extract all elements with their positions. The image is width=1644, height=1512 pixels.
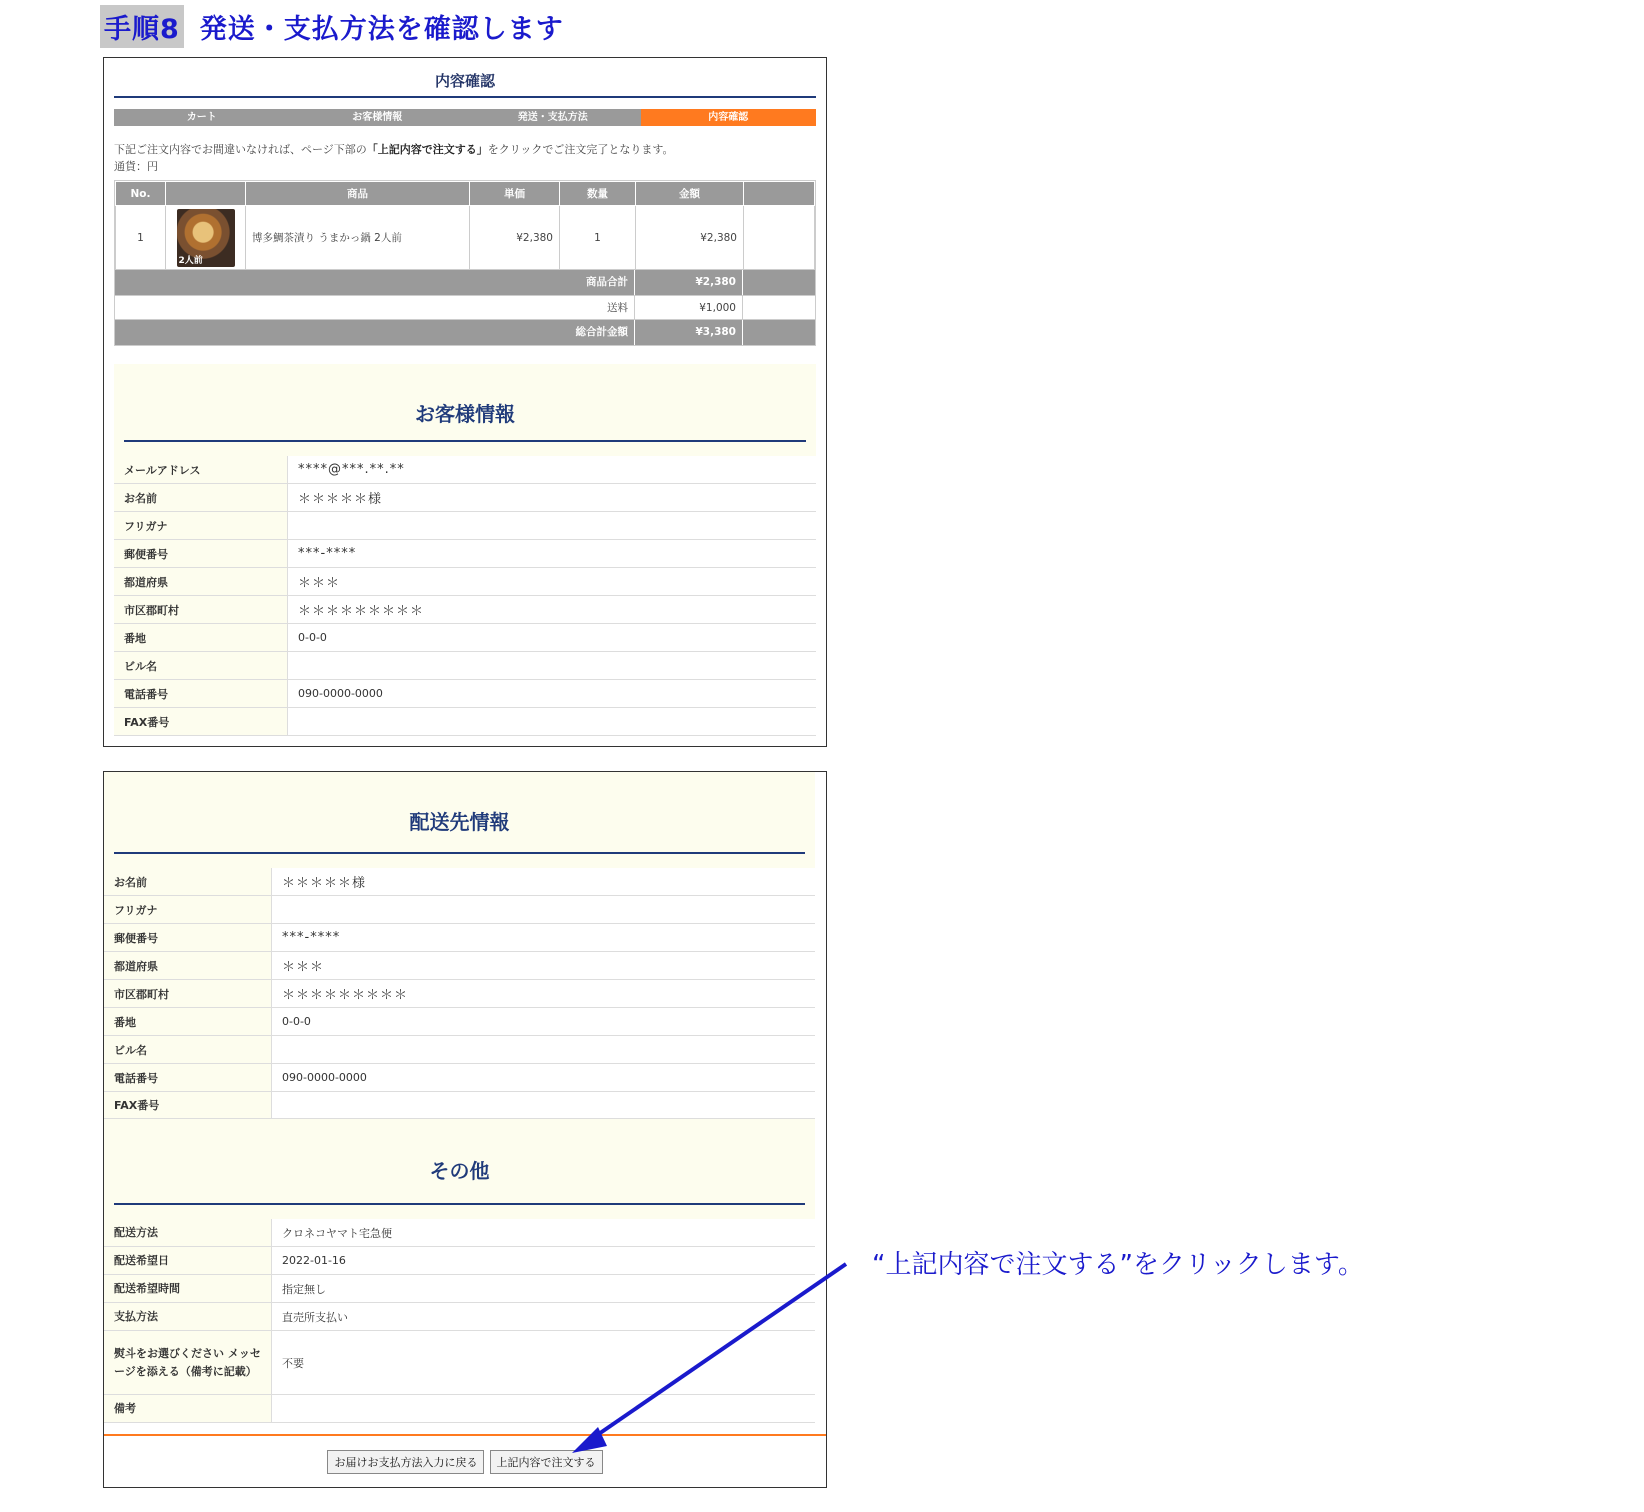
item-amount: ¥2,380 — [636, 206, 744, 270]
info-value: ＊＊＊ — [298, 576, 341, 591]
info-key: メールアドレス — [114, 456, 288, 483]
info-key: FAX番号 — [114, 708, 288, 735]
info-key: ビル名 — [104, 1036, 272, 1063]
info-value: ＊＊＊＊＊＊＊＊＊ — [298, 604, 425, 619]
info-key: 郵便番号 — [104, 924, 272, 951]
col-product: 商品 — [246, 182, 470, 206]
info-value: ***-**** — [282, 930, 341, 945]
info-key: 備考 — [104, 1395, 272, 1422]
info-key: 電話番号 — [104, 1064, 272, 1091]
col-no: No. — [116, 182, 166, 206]
currency-note: 通貨：円 — [114, 160, 158, 173]
shipping-value: ¥1,000 — [635, 296, 743, 319]
item-name: 博多鯛茶漬り うまかっ鍋 2人前 — [246, 206, 470, 270]
step-shipping-payment: 発送・支払方法 — [465, 109, 641, 126]
info-value: 090-0000-0000 — [282, 1071, 367, 1084]
info-value: 2022-01-16 — [282, 1254, 346, 1267]
notice-pre: 下記ご注文内容でお間違いなければ、ページ下部の — [114, 143, 367, 156]
info-value: ＊＊＊＊＊様 — [298, 492, 383, 507]
info-value: ****@***.**.** — [298, 462, 405, 477]
info-key: フリガナ — [104, 896, 272, 923]
step-customer-info: お客様情報 — [290, 109, 466, 126]
step-cart: カート — [114, 109, 290, 126]
info-key: ビル名 — [114, 652, 288, 679]
info-key: お名前 — [114, 484, 288, 511]
product-image-label: 2人前 — [178, 255, 203, 266]
total-value: ¥3,380 — [635, 320, 743, 345]
info-value: ***-**** — [298, 546, 357, 561]
col-amount: 金額 — [636, 182, 744, 206]
info-value: 直売所支払い — [282, 1310, 348, 1324]
step-heading: 発送・支払方法を確認します — [199, 13, 564, 45]
info-value: ＊＊＊＊＊様 — [282, 876, 367, 891]
info-key: 熨斗をお選びください メッセージを添える（備考に記載） — [104, 1331, 272, 1394]
info-value: クロネコヤマト宅急便 — [282, 1226, 392, 1240]
customer-section-title: お客様情報 — [415, 402, 515, 426]
info-key: 配送希望日 — [104, 1247, 272, 1274]
info-value: ＊＊＊＊＊＊＊＊＊ — [282, 988, 409, 1003]
info-key: 番地 — [104, 1008, 272, 1035]
subtotal-value: ¥2,380 — [635, 270, 743, 295]
info-key: 番地 — [114, 624, 288, 651]
item-no: 1 — [116, 206, 166, 270]
info-key: 電話番号 — [114, 680, 288, 707]
info-value: 090-0000-0000 — [298, 687, 383, 700]
item-price: ¥2,380 — [470, 206, 560, 270]
other-section-title: その他 — [429, 1159, 490, 1183]
info-key: FAX番号 — [104, 1092, 272, 1118]
delivery-section-title: 配送先情報 — [409, 810, 510, 834]
notice-bold: 「上記内容で注文する」 — [366, 143, 488, 156]
step-badge: 手順8 — [100, 5, 184, 48]
info-value: 指定無し — [282, 1282, 326, 1296]
col-quantity: 数量 — [560, 182, 636, 206]
shipping-label: 送料 — [115, 296, 635, 319]
place-order-button[interactable]: 上記内容で注文する — [490, 1450, 603, 1474]
info-key: 配送方法 — [104, 1219, 272, 1246]
item-qty: 1 — [560, 206, 636, 270]
notice-post: をクリックでご注文完了となります。 — [487, 143, 674, 156]
info-key: 市区郡町村 — [114, 596, 288, 623]
callout-text: “上記内容で注文する”をクリックします。 — [872, 1250, 1364, 1280]
back-button[interactable]: お届けお支払方法入力に戻る — [327, 1450, 484, 1474]
info-value: 不要 — [282, 1356, 304, 1370]
col-unit-price: 単価 — [470, 182, 560, 206]
total-label: 総合計金額 — [115, 320, 635, 345]
info-key: 市区郡町村 — [104, 980, 272, 1007]
info-key: 支払方法 — [104, 1303, 272, 1330]
step-confirm: 内容確認 — [641, 109, 817, 126]
info-key: 郵便番号 — [114, 540, 288, 567]
info-key: お名前 — [104, 868, 272, 895]
info-key: 都道府県 — [104, 952, 272, 979]
confirm-title: 内容確認 — [114, 66, 816, 98]
info-key: フリガナ — [114, 512, 288, 539]
info-value: 0-0-0 — [298, 631, 327, 644]
info-value: ＊＊＊ — [282, 960, 325, 975]
info-key: 都道府県 — [114, 568, 288, 595]
info-key: 配送希望時間 — [104, 1275, 272, 1302]
subtotal-label: 商品合計 — [115, 270, 635, 295]
info-value: 0-0-0 — [282, 1015, 311, 1028]
